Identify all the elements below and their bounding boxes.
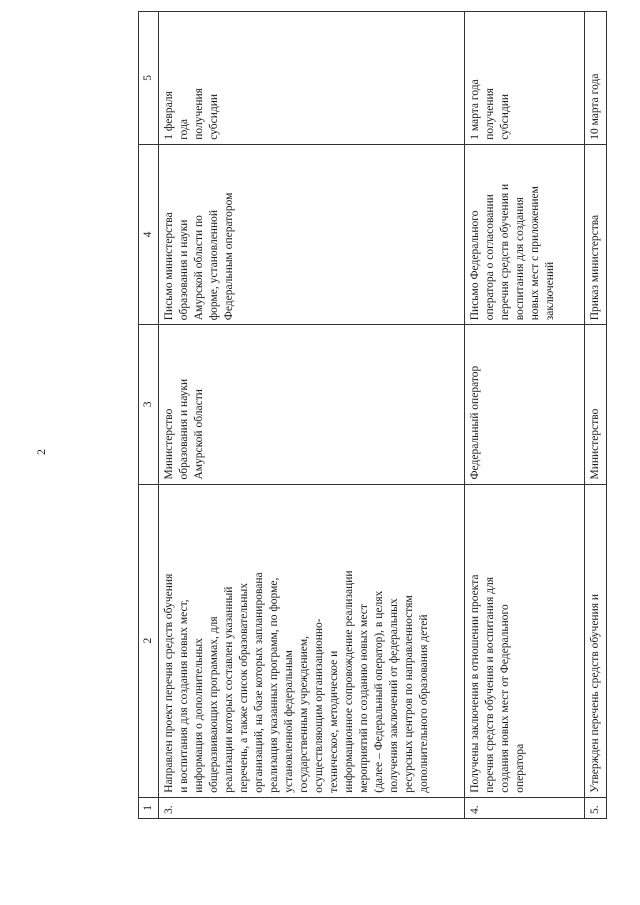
schedule-table xyxy=(138,11,607,819)
row-deadline: 1 марта года получения субсидии xyxy=(465,12,585,145)
row-deadline: 1 февраля года получения субсидии xyxy=(159,12,465,145)
row-number: 4. xyxy=(465,797,585,818)
row-number: 5. xyxy=(585,797,607,818)
row-document: Письмо министерства образования и науки Амурской области по форме, установленной Федеральным оператором xyxy=(159,144,465,325)
row-responsible: Федеральный оператор xyxy=(465,325,585,484)
row-responsible: Министерство xyxy=(585,325,607,484)
row-number: 3. xyxy=(159,797,465,818)
row-action: Утвержден перечень средств обучения и xyxy=(585,484,607,797)
row-document: Приказ министерства xyxy=(585,144,607,325)
row-document: Письмо Федерального оператора о согласовании перечня средств обучения и воспитания для создания новых мест с приложением заключений xyxy=(465,144,585,325)
row-deadline: 10 марта года xyxy=(585,12,607,145)
header-cell-4: 4 xyxy=(139,144,159,325)
row-action: Направлен проект перечня средств обучения и воспитания для создания новых мест, информация о дополнительных общеразвивающих программах, для реализации которых составлен указанный перечень, а также список образовательных организаций, на базе которых запланирована реализация указанных программ, по форме, установленной федеральным государственным учреждением, осуществляющим организационно- техническое, методическое и информационное сопровождение реализации мероприятий по созданию новых мест (далее – Федеральный оператор), в целях получения заключений от федеральных ресурсных центров по направленностям дополнительного образования детей xyxy=(159,484,465,797)
table-row xyxy=(585,12,607,819)
table-row xyxy=(465,12,585,819)
table-row xyxy=(159,12,465,819)
row-action: Получены заключения в отношении проекта перечня средств обучения и воспитания для создания новых мест от Федерального оператора xyxy=(465,484,585,797)
row-responsible: Министерство образования и науки Амурской области xyxy=(159,325,465,484)
header-cell-2: 2 xyxy=(139,484,159,797)
header-cell-5: 5 xyxy=(139,12,159,145)
header-cell-3: 3 xyxy=(139,325,159,484)
page-number: 2 xyxy=(34,449,48,455)
table-header-row xyxy=(139,12,159,819)
header-cell-1: 1 xyxy=(139,797,159,818)
